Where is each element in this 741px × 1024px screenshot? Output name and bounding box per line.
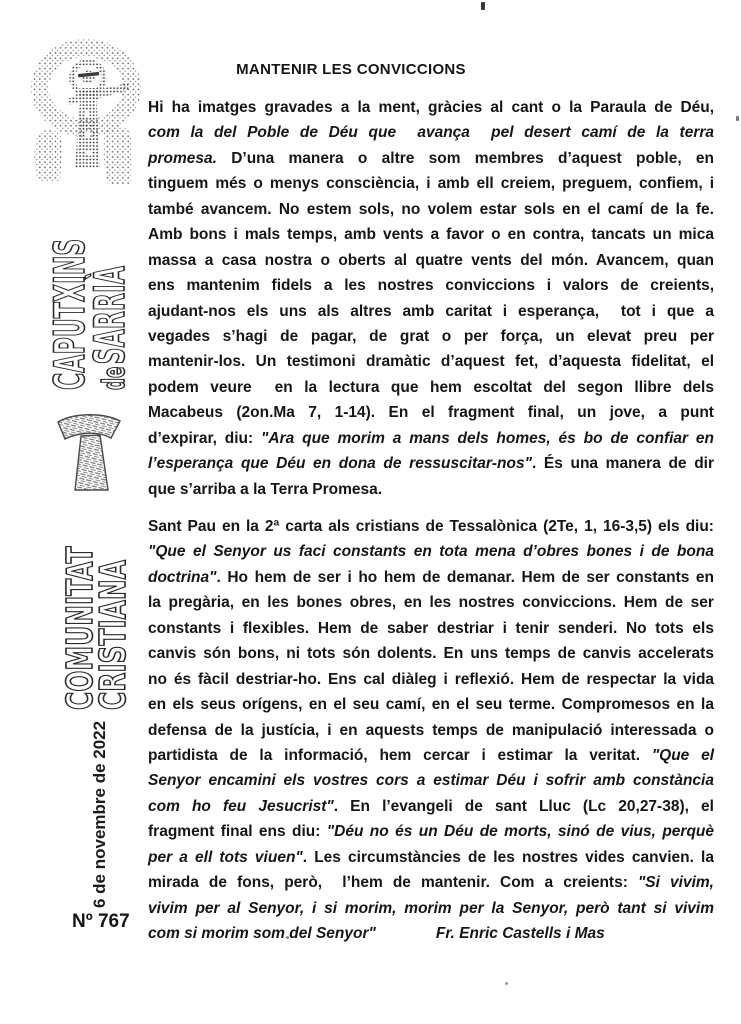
text-run: canvis són bons, ni tots són dolents. En uns temps de canvis accelerats <box>148 645 714 663</box>
text-line <box>148 451 714 476</box>
text-run: . Les circumstàncies de les nostres vides canvien. la <box>302 848 714 866</box>
scan-speck <box>481 2 485 10</box>
text-run: "Déu no és un Déu de morts, sinó de vius, perquè <box>326 823 714 841</box>
text-line <box>148 95 714 120</box>
text-run: constants i flexibles. Hem de saber destriar i tenir senderi. No tots els <box>148 619 714 637</box>
text-run: . És una manera de dir <box>531 455 714 473</box>
text-line <box>148 324 714 349</box>
order-logo-line2 <box>85 224 134 390</box>
text-line <box>148 120 714 145</box>
text-run: mirada de fons, però, l’hem de mantenir. Com a creients: <box>148 874 638 892</box>
text-run: massa a casa nostra o oberts al quatre vents del món. Avancem, quan <box>148 251 715 269</box>
text-line <box>148 477 714 502</box>
text-run: també avancem. No estem sols, no volem estar sols en el camí de la fe. <box>148 200 714 218</box>
text-run: que s’arriba a la Terra Promesa. <box>148 480 383 498</box>
text-run: ajudant-nos els uns als altres amb caritat i esperança, tot i que a <box>148 302 714 320</box>
text-run: l’esperança que Déu en dona de ressuscitar-nos" <box>148 455 532 473</box>
text-run: ens mantenim fidels a les nostres conviccions i valors de creients, <box>148 277 715 295</box>
text-line <box>148 616 714 641</box>
text-run: com si morim som del Senyor" <box>148 925 376 942</box>
text-line <box>148 692 714 717</box>
text-run: podem veure en la lectura que hem escoltat del segon llibre dels <box>148 378 714 396</box>
text-run: promesa. <box>148 149 217 167</box>
text-run: partidista de la informació, hem cercar i estimar la veritat. <box>148 746 652 764</box>
text-line <box>148 299 714 324</box>
text-line <box>148 667 714 692</box>
text-run: tinguem més o menys consciència, i amb ell creiem, preguem, confiem, i <box>148 175 715 193</box>
issue-number: Nº 767 <box>72 911 130 932</box>
order-logo-caputxins <box>45 224 134 390</box>
order-logo-de: de <box>97 366 132 390</box>
order-logo-line1-text: CAPUTXINS <box>45 238 94 390</box>
order-logo-place: SARRIÀ <box>85 266 134 365</box>
text-line <box>148 273 714 298</box>
text-line <box>148 921 714 946</box>
text-run: "Ara que morim a mans dels homes, és bo de confiar en <box>261 429 715 447</box>
text-line <box>148 248 714 273</box>
text-line <box>148 349 714 374</box>
tau-cross-icon <box>53 410 125 496</box>
text-run: . Ho hem de ser i ho hem de demanar. Hem de ser constants en <box>216 568 715 586</box>
text-line <box>148 222 714 247</box>
text-line <box>148 718 714 743</box>
author-signature: Fr. Enric Castells i Mas <box>435 925 605 942</box>
text-line <box>148 197 714 222</box>
text-run: vegades s’hagi de pagar, de grat o per força, un elevat preu per <box>148 327 714 345</box>
friar-sower-icon <box>28 36 144 218</box>
text-run: la pregària, en les bones obres, en les nostres conviccions. Hem de ser <box>148 594 714 612</box>
text-line <box>148 641 714 666</box>
text-line <box>148 171 714 196</box>
page-title: MANTENIR LES CONVICCIONS <box>236 61 466 78</box>
order-logo-line1 <box>45 224 94 390</box>
issue-date-vertical <box>86 716 114 908</box>
text-run: com la del Poble de Déu que avança pel desert camí de la terra <box>148 124 715 142</box>
text-run: mantenir-los. Un testimoni dramàtic d’aquest fet, d’aquesta fidelitat, el <box>148 353 715 371</box>
text-line <box>148 514 714 539</box>
text-run: doctrina" <box>148 568 217 586</box>
text-run: D’una manera o altre som membres d’aquest poble, en <box>216 149 714 167</box>
text-run: fragment final ens diu: <box>148 823 327 841</box>
text-run: "Si vivim, <box>637 874 714 892</box>
text-line <box>148 845 714 870</box>
scan-speck <box>736 116 739 121</box>
order-logo-line2-text <box>85 266 135 390</box>
community-logo-line2 <box>93 530 134 710</box>
text-line <box>148 146 714 171</box>
text-line <box>148 590 714 615</box>
text-run: Hi ha imatges gravades a la ment, gràcies al cant o la Paraula de Déu, <box>148 99 715 116</box>
text-line <box>148 375 714 400</box>
text-run: defensa de la justícia, i en aquests temps de manipulació interessada o <box>148 721 714 739</box>
paragraph <box>148 95 714 502</box>
text-line <box>148 896 714 921</box>
text-run: d’expirar, diu: <box>148 429 262 447</box>
text-run: Senyor encamini els vostres cors a estimar Déu i sofrir amb constància <box>148 772 714 790</box>
text-run: per a ell tots viuen" <box>148 848 303 866</box>
text-line <box>148 426 714 451</box>
text-run: en els seus orígens, en el seu camí, en el seu terme. Compromesos en la <box>148 696 714 714</box>
text-run: com ho feu Jesucrist" <box>148 797 334 815</box>
text-line <box>148 539 714 564</box>
text-run: . En l’evangeli de sant Lluc (Lc 20,27-38), el <box>333 797 714 815</box>
text-run: vivim per al Senyor, i si morim, morim per la Senyor, però tant si vivim <box>148 899 714 917</box>
paragraph <box>148 514 714 946</box>
community-logo-line2-text: CRISTIANA <box>93 560 134 710</box>
text-line <box>148 768 714 793</box>
community-logo <box>60 530 134 710</box>
community-logo-line1-text: COMUNITAT <box>60 546 101 710</box>
text-run: Macabeus (2on.Ma 7, 1-14). En el fragment final, un jove, a punt <box>148 404 714 422</box>
text-line <box>148 819 714 844</box>
text-line <box>148 400 714 425</box>
text-line <box>148 565 714 590</box>
text-run: Amb bons i mals temps, amb vents a favor o en contra, tancats un mica <box>148 226 714 244</box>
text-run: "Que el <box>651 746 715 764</box>
text-line <box>148 743 714 768</box>
text-line <box>148 870 714 895</box>
article-body <box>148 95 714 946</box>
text-run: no és fàcil destriar-ho. Ens cal diàleg i reflexió. Hem de respectar la vida <box>148 670 715 688</box>
scan-speck <box>505 982 508 985</box>
issue-date-text: 6 de novembre de 2022 <box>90 720 109 908</box>
text-line <box>148 794 714 819</box>
text-run: "Que el Senyor us faci constants en tota mena d’obres bones i de bona <box>148 543 714 561</box>
text-run: Sant Pau en la 2ª carta als cristians de Tessalònica (2Te, 1, 16-3,5) els diu: <box>148 518 714 535</box>
